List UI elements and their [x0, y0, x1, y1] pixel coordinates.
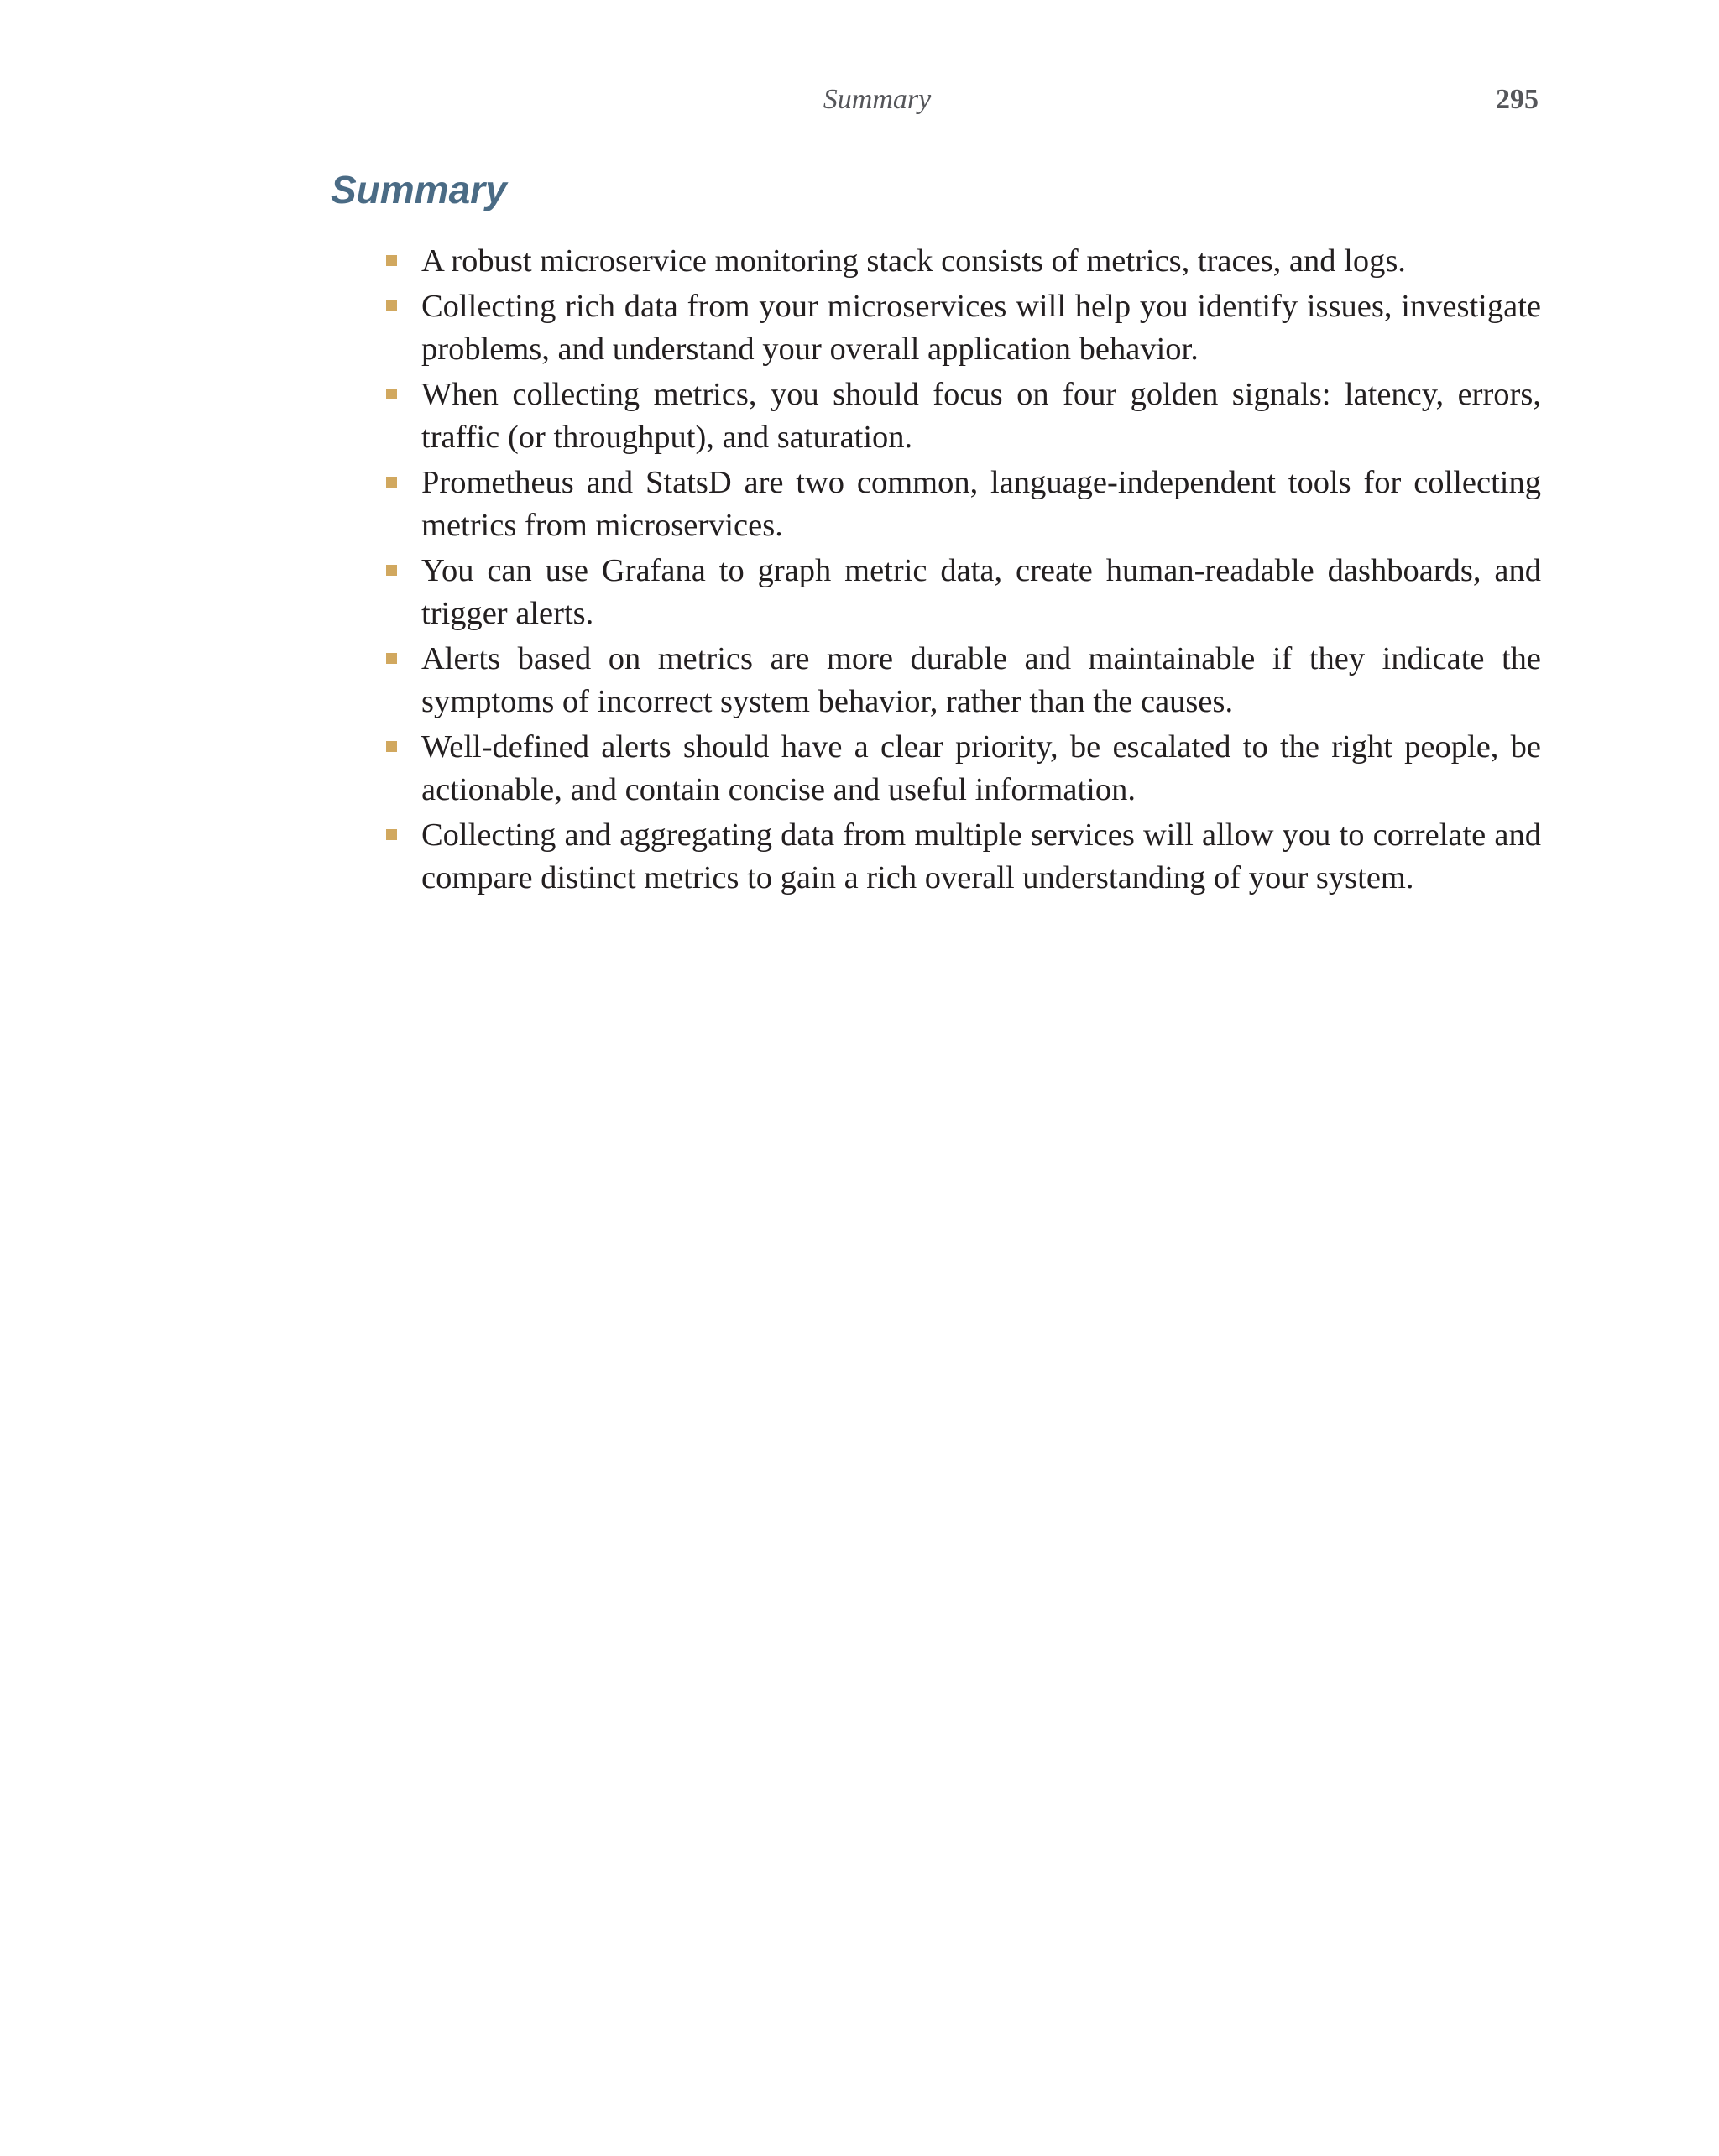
list-item: [421, 240, 1541, 283]
list-item: [421, 638, 1541, 723]
list-item: [421, 373, 1541, 459]
list-item: [421, 462, 1541, 547]
summary-list: [421, 240, 1541, 902]
list-item-text: Prometheus and StatsD are two common, language-independent tools for collecting metrics from microservices.: [421, 465, 1541, 543]
list-item-text: When collecting metrics, you should focus on four golden signals: latency, errors, traffic (or throughput), and saturation.: [421, 377, 1541, 455]
list-item: [421, 285, 1541, 371]
list-item-text: Collecting and aggregating data from multiple services will allow you to correlate and compare distinct metrics to gain a rich overall understanding of your system.: [421, 817, 1541, 895]
square-bullet-icon: [386, 565, 397, 576]
section-heading: Summary: [331, 168, 507, 211]
square-bullet-icon: [386, 741, 397, 752]
running-title: Summary: [823, 84, 932, 115]
list-item-text: Well-defined alerts should have a clear priority, be escalated to the right people, be actionable, and contain concise and useful information.: [421, 729, 1541, 807]
list-item-text: A robust microservice monitoring stack consists of metrics, traces, and logs.: [421, 243, 1406, 279]
page-number: 295: [1496, 84, 1539, 115]
square-bullet-icon: [386, 300, 397, 311]
square-bullet-icon: [386, 389, 397, 399]
list-item: [421, 726, 1541, 812]
list-item: [421, 814, 1541, 900]
running-head: [0, 79, 1719, 121]
list-item-text: Collecting rich data from your microservices will help you identify issues, investigate problems, and understand your overall application behavior.: [421, 289, 1541, 367]
list-item-text: You can use Grafana to graph metric data, create human-readable dashboards, and trigger alerts.: [421, 553, 1541, 631]
list-item: [421, 550, 1541, 635]
square-bullet-icon: [386, 255, 397, 266]
square-bullet-icon: [386, 653, 397, 664]
list-item-text: Alerts based on metrics are more durable and maintainable if they indicate the symptoms of incorrect system behavior, rather than the causes.: [421, 641, 1541, 719]
square-bullet-icon: [386, 477, 397, 488]
square-bullet-icon: [386, 829, 397, 840]
